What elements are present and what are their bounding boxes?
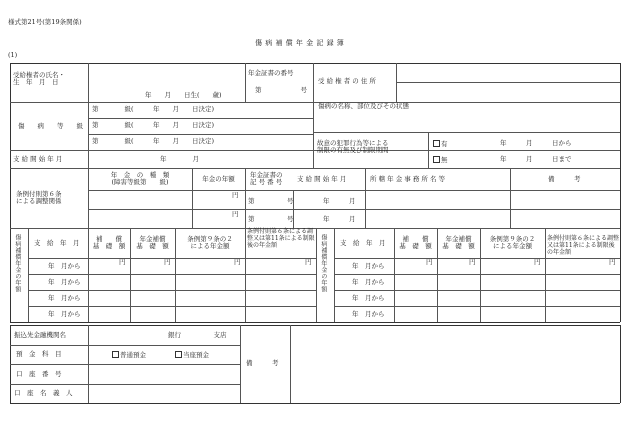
annual-col-art6-right: 条例付則第６条による調整又は第11条による制限後の年金額 xyxy=(547,235,620,256)
adj-cert-no-1: 第 号 xyxy=(248,197,294,205)
annual-yen-left-3: 円 xyxy=(234,258,241,266)
annual-row-left-4: 年 月から xyxy=(48,310,81,318)
birth-date-field: 年 月 日生( 歳) xyxy=(145,91,222,99)
annual-col-art9-right: 条例第９条の２ による年金額 xyxy=(489,235,536,251)
bank-name-label: 振込先金融機関名 xyxy=(14,331,66,339)
annual-yen-right-1: 円 xyxy=(426,258,433,266)
annual-row-right-3: 年 月から xyxy=(352,294,385,302)
annual-row-left-3: 年 月から xyxy=(48,294,81,302)
account-number-label: 口 座 番 号 xyxy=(16,370,62,378)
annual-row-right-4: 年 月から xyxy=(352,310,385,318)
adj-ym-1: 年 月 xyxy=(323,197,356,205)
grade-line-1: 第 級( 年 月 日決定) xyxy=(92,105,215,113)
option-no[interactable]: 無 xyxy=(433,156,448,164)
annual-yen-right-3: 円 xyxy=(534,258,541,266)
annual-row-left-1: 年 月から xyxy=(48,262,81,270)
checkbox-current[interactable] xyxy=(175,351,182,358)
pension-type-header: 年 金 の 種 類 (障害等級第 級) xyxy=(110,171,170,187)
adj-remarks-header: 備 考 xyxy=(548,175,581,183)
period-from: 年 月 日から xyxy=(500,139,572,147)
misconduct-label: 故意の犯罪行為等による 制限の有無及び制限期間 xyxy=(317,139,389,155)
adj-yen-1: 円 xyxy=(232,191,239,199)
account-holder-label: 口 座 名 義 人 xyxy=(14,389,73,397)
checkbox-ordinary[interactable] xyxy=(112,351,119,358)
adj-yen-2: 円 xyxy=(232,210,239,218)
grade-line-3: 第 級( 年 月 日決定) xyxy=(92,137,215,145)
annual-yen-right-2: 円 xyxy=(469,258,476,266)
recipient-name-label: 受給権者の氏名・ 生 年 月 日 xyxy=(13,71,65,87)
deposit-type-label: 預 金 科 目 xyxy=(16,350,62,358)
adj-cert-no-2: 第 号 xyxy=(248,215,294,223)
start-label: 支 給 開 始 年 月 xyxy=(13,155,63,163)
pension-office-header: 所 轄 年 金 事 務 所 名 等 xyxy=(370,175,446,183)
annual-col-start-right: 支 給 年 月 xyxy=(340,239,386,247)
annual-col-basic-right: 補 償 基 礎 額 xyxy=(399,235,432,251)
option-ordinary[interactable]: 普通預金 xyxy=(112,351,146,359)
cert-code-header: 年金証書の 記 号 番 号 xyxy=(250,171,283,187)
annual-col-art6-left: 条例付則第６条による調整又は第11条による制限後の年金額 xyxy=(247,228,315,249)
annual-row-left-2: 年 月から xyxy=(48,278,81,286)
adjustment-label: 条例付則第６条 による調整関係 xyxy=(16,190,62,206)
annual-side-label-left: 傷病補償年金の年額 xyxy=(13,234,21,293)
form-title: 傷 病 補 償 年 金 記 録 簿 xyxy=(255,39,345,47)
bank-name-field: 銀行 支店 xyxy=(168,331,227,339)
annual-side-label-right: 傷病補償年金の年額 xyxy=(319,234,327,293)
option-yes[interactable]: 有 xyxy=(433,140,448,148)
annual-row-right-2: 年 月から xyxy=(352,278,385,286)
page-marker: (1) xyxy=(8,51,18,59)
pension-amount-header: 年金の年額 xyxy=(202,175,235,183)
period-until: 年 月 日まで xyxy=(500,155,572,163)
cert-number-label: 年金証書の番号 xyxy=(248,69,294,77)
cert-number-field: 第 号 xyxy=(255,86,307,94)
annual-col-basicamt-left: 年金補償 基 礎 額 xyxy=(136,235,169,251)
annual-col-basic-left: 補 償 基 礎 額 xyxy=(92,235,126,251)
address-label: 受 給 権 者 の 住 所 xyxy=(318,77,376,85)
annual-yen-left-2: 円 xyxy=(164,258,171,266)
annual-col-start-left: 支 給 年 月 xyxy=(34,239,80,247)
annual-col-basicamt-right: 年金補償 基 礎 額 xyxy=(442,235,475,251)
annual-col-art9-left: 条例第９条の２ による年金額 xyxy=(187,235,233,251)
start-value: 年 月 xyxy=(160,155,199,163)
form-number: 様式第21号(第19条関係) xyxy=(8,18,82,26)
option-current[interactable]: 当座預金 xyxy=(175,351,209,359)
injury-label: 傷病の名称、部位及びその状態 xyxy=(318,102,409,110)
grade-line-2: 第 級( 年 月 日決定) xyxy=(92,121,215,129)
annual-row-right-1: 年 月から xyxy=(352,262,385,270)
grade-label: 傷 病 等 級 xyxy=(18,122,83,130)
bank-remarks-label: 備 考 xyxy=(246,359,279,367)
checkbox-no[interactable] xyxy=(433,156,440,163)
annual-yen-left-4: 円 xyxy=(305,258,312,266)
adj-ym-2: 年 月 xyxy=(323,215,356,223)
annual-yen-right-4: 円 xyxy=(609,258,616,266)
annual-yen-left-1: 円 xyxy=(119,258,126,266)
checkbox-yes[interactable] xyxy=(433,140,440,147)
adj-start-header: 支 給 開 始 年 月 xyxy=(297,175,347,183)
